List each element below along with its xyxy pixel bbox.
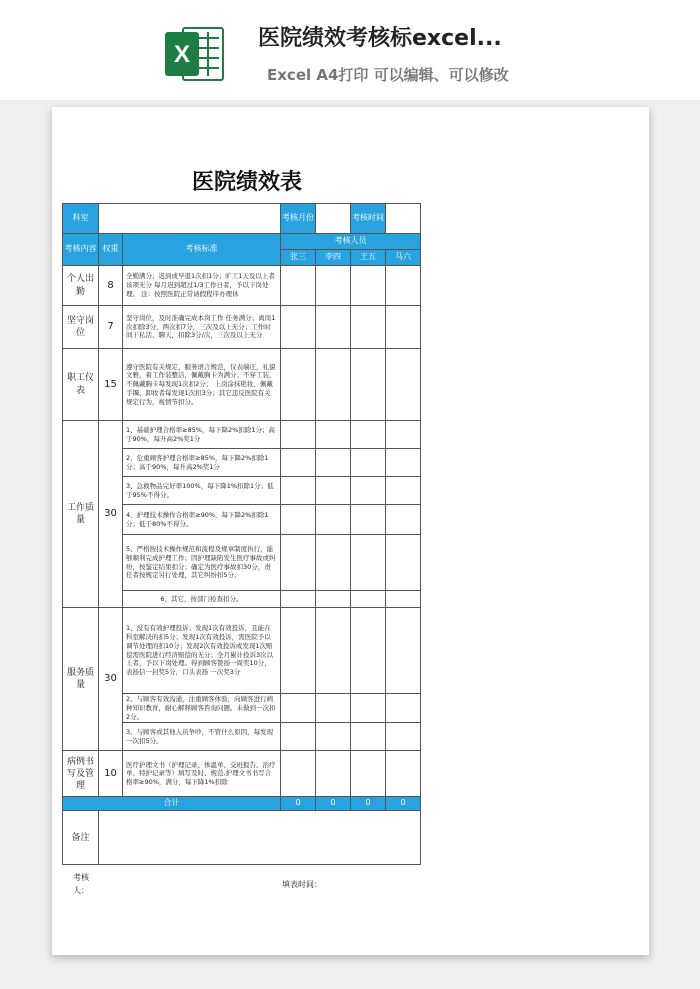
time-label: 考核时间 [351,204,386,234]
score-cell[interactable] [281,694,316,723]
score-cell[interactable] [281,266,316,306]
section-weight: 15 [99,349,123,421]
score-cell[interactable] [351,608,386,694]
score-cell[interactable] [281,421,316,449]
performance-table [62,203,421,865]
criteria-text: 全勤满分；迟到或早退1次扣1分；旷工1天及以上者该项无分 每月迟到超过1/3工作日者，予以下岗处理。 注：按照医院正常请假程序办理休 [123,266,281,306]
score-cell[interactable] [316,421,351,449]
score-cell[interactable] [351,266,386,306]
score-cell[interactable] [386,306,421,349]
staff-name: 马六 [386,250,421,266]
total-value: 0 [316,797,351,811]
score-cell[interactable] [386,591,421,608]
score-cell[interactable] [316,723,351,751]
score-cell[interactable] [281,591,316,608]
score-cell[interactable] [351,591,386,608]
score-cell[interactable] [386,349,421,421]
total-value: 0 [351,797,386,811]
score-cell[interactable] [386,608,421,694]
document-subtitle: Excel A4打印 可以编辑、可以修改 [267,66,509,84]
score-cell[interactable] [316,694,351,723]
total-value: 0 [281,797,316,811]
score-cell[interactable] [351,421,386,449]
fill-time-label: 填表时间： [282,880,322,889]
section-weight: 8 [99,266,123,306]
score-cell[interactable] [316,349,351,421]
section-name: 服务质量 [63,608,99,751]
section-weight: 10 [99,751,123,797]
document-title: 医院绩效考核标excel... [258,26,502,51]
score-cell[interactable] [281,723,316,751]
section-weight: 7 [99,306,123,349]
score-cell[interactable] [386,266,421,306]
assessor-label: 考核人： [73,873,89,895]
criteria-text: 坚守岗位，及时准确完成本岗工作 任务满分；离岗1次扣除3分，两次扣7分，三次及以上无分；工作时 间干私活、聊天，扣除3分/次，三次及以上无分 [123,306,281,349]
score-cell[interactable] [316,751,351,797]
month-input[interactable] [316,204,351,234]
score-cell[interactable] [386,694,421,723]
criteria-text: 2、危重顾客护理合格率≥85%，每下降2%扣除1分；高于90%，每升高2%奖1分 [123,449,281,477]
score-cell[interactable] [386,449,421,477]
dept-input[interactable] [99,204,281,234]
criteria-text: 6、其它，按部门检查扣分。 [123,591,281,608]
dept-label: 科室 [63,204,99,234]
criteria-text: 4、护理技术操作合格率≥90%，每下降2%扣除1分；低于80%不得分。 [123,505,281,535]
col-header-item: 考核内容 [63,234,99,266]
score-cell[interactable] [281,608,316,694]
sheet-page [52,107,649,955]
excel-icon-letter: X [173,41,191,68]
score-cell[interactable] [351,723,386,751]
criteria-text: 5、严格按技术操作规范和流程及规章制度执行，能够顺利完成护理工作；因护理缺陷发生医疗事故或纠纷，按鉴定结果扣分；确定为医疗事故扣30分，责任者按规定另行处理，其它纠纷扣5分。 [123,535,281,591]
total-label: 合计 [63,797,281,811]
score-cell[interactable] [386,751,421,797]
staff-name: 李四 [316,250,351,266]
criteria-text: 3、急救物品完好率100%，每下降1%扣除1分；低于95%不得分。 [123,477,281,505]
score-cell[interactable] [386,535,421,591]
score-cell[interactable] [386,477,421,505]
criteria-text: 2、与顾客有效沟通，注重顾客体验，向顾客进行病种知识教育，耐心解释顾客咨询问题。未做到一次扣2分。 [123,694,281,723]
score-cell[interactable] [281,349,316,421]
score-cell[interactable] [316,505,351,535]
time-input[interactable] [386,204,421,234]
section-name: 坚守岗位 [63,306,99,349]
criteria-text: 1、没有有效护理投诉；发现1次有效投诉，且能在科室解决的扣5分；发现1次有效投诉，需医院予以调节处理的扣10分；发现2次有效投诉或发现1次赔偿需医院进行经济赔偿的无分；全月累计投诉3次以上者，予以下岗处理。得到顾客赞扬一周奖10分，表扬信一封奖5分，口头表扬 一次奖3分 [123,608,281,694]
score-cell[interactable] [281,505,316,535]
score-cell[interactable] [281,751,316,797]
remark-label: 备注 [63,811,99,865]
staff-name: 张三 [281,250,316,266]
score-cell[interactable] [351,505,386,535]
section-name: 病例书写及管理 [63,751,99,797]
col-header-weight: 权重 [99,234,123,266]
score-cell[interactable] [316,477,351,505]
section-weight: 30 [99,608,123,751]
excel-icon [163,22,227,86]
document-header [0,0,700,100]
score-cell[interactable] [316,608,351,694]
score-cell[interactable] [316,306,351,349]
section-name: 个人出勤 [63,266,99,306]
score-cell[interactable] [351,449,386,477]
score-cell[interactable] [316,449,351,477]
score-cell[interactable] [316,535,351,591]
col-header-staff: 考核人员 [281,234,421,250]
month-label: 考核月份 [281,204,316,234]
staff-name: 王五 [351,250,386,266]
sheet-title: 医院绩效表 [192,170,303,195]
criteria-text: 3、与顾客或其他人员争吵，不管什么原因，每发现一次扣5分。 [123,723,281,751]
section-name: 工作质量 [63,421,99,608]
criteria-text: 1、基础护理合格率≥85%，每下降2%扣除1分；高于90%，每升高2%奖1分 [123,421,281,449]
score-cell[interactable] [281,306,316,349]
criteria-text: 遵守医院有关规定，服务语言规范，仪表端庄，礼貌文雅，着工作装整洁，佩戴胸卡为满分；不穿工装，不佩戴胸卡每发现1次扣2分； 上岗涂抹艳妆、佩戴手镯、卸妆者每发现1次扣3分；其它违反医院有关规定行为，视情节扣分。 [123,349,281,421]
section-name: 职工仪表 [63,349,99,421]
score-cell[interactable] [351,477,386,505]
score-cell[interactable] [351,306,386,349]
score-cell[interactable] [386,421,421,449]
score-cell[interactable] [316,591,351,608]
score-cell[interactable] [281,535,316,591]
criteria-text: 医疗护理文书（护理记录、体温单、交班报告、治疗单、特护记录等）填写及时、规范,护理文书书写合格率≥90%，满分，每下降1%扣除 [123,751,281,797]
score-cell[interactable] [386,723,421,751]
score-cell[interactable] [351,751,386,797]
score-cell[interactable] [351,535,386,591]
section-weight: 30 [99,421,123,608]
score-cell[interactable] [281,477,316,505]
score-cell[interactable] [281,449,316,477]
col-header-criteria: 考核标准 [123,234,281,266]
remark-input[interactable] [99,811,421,865]
score-cell[interactable] [351,349,386,421]
score-cell[interactable] [316,266,351,306]
total-value: 0 [386,797,421,811]
score-cell[interactable] [386,505,421,535]
score-cell[interactable] [351,694,386,723]
